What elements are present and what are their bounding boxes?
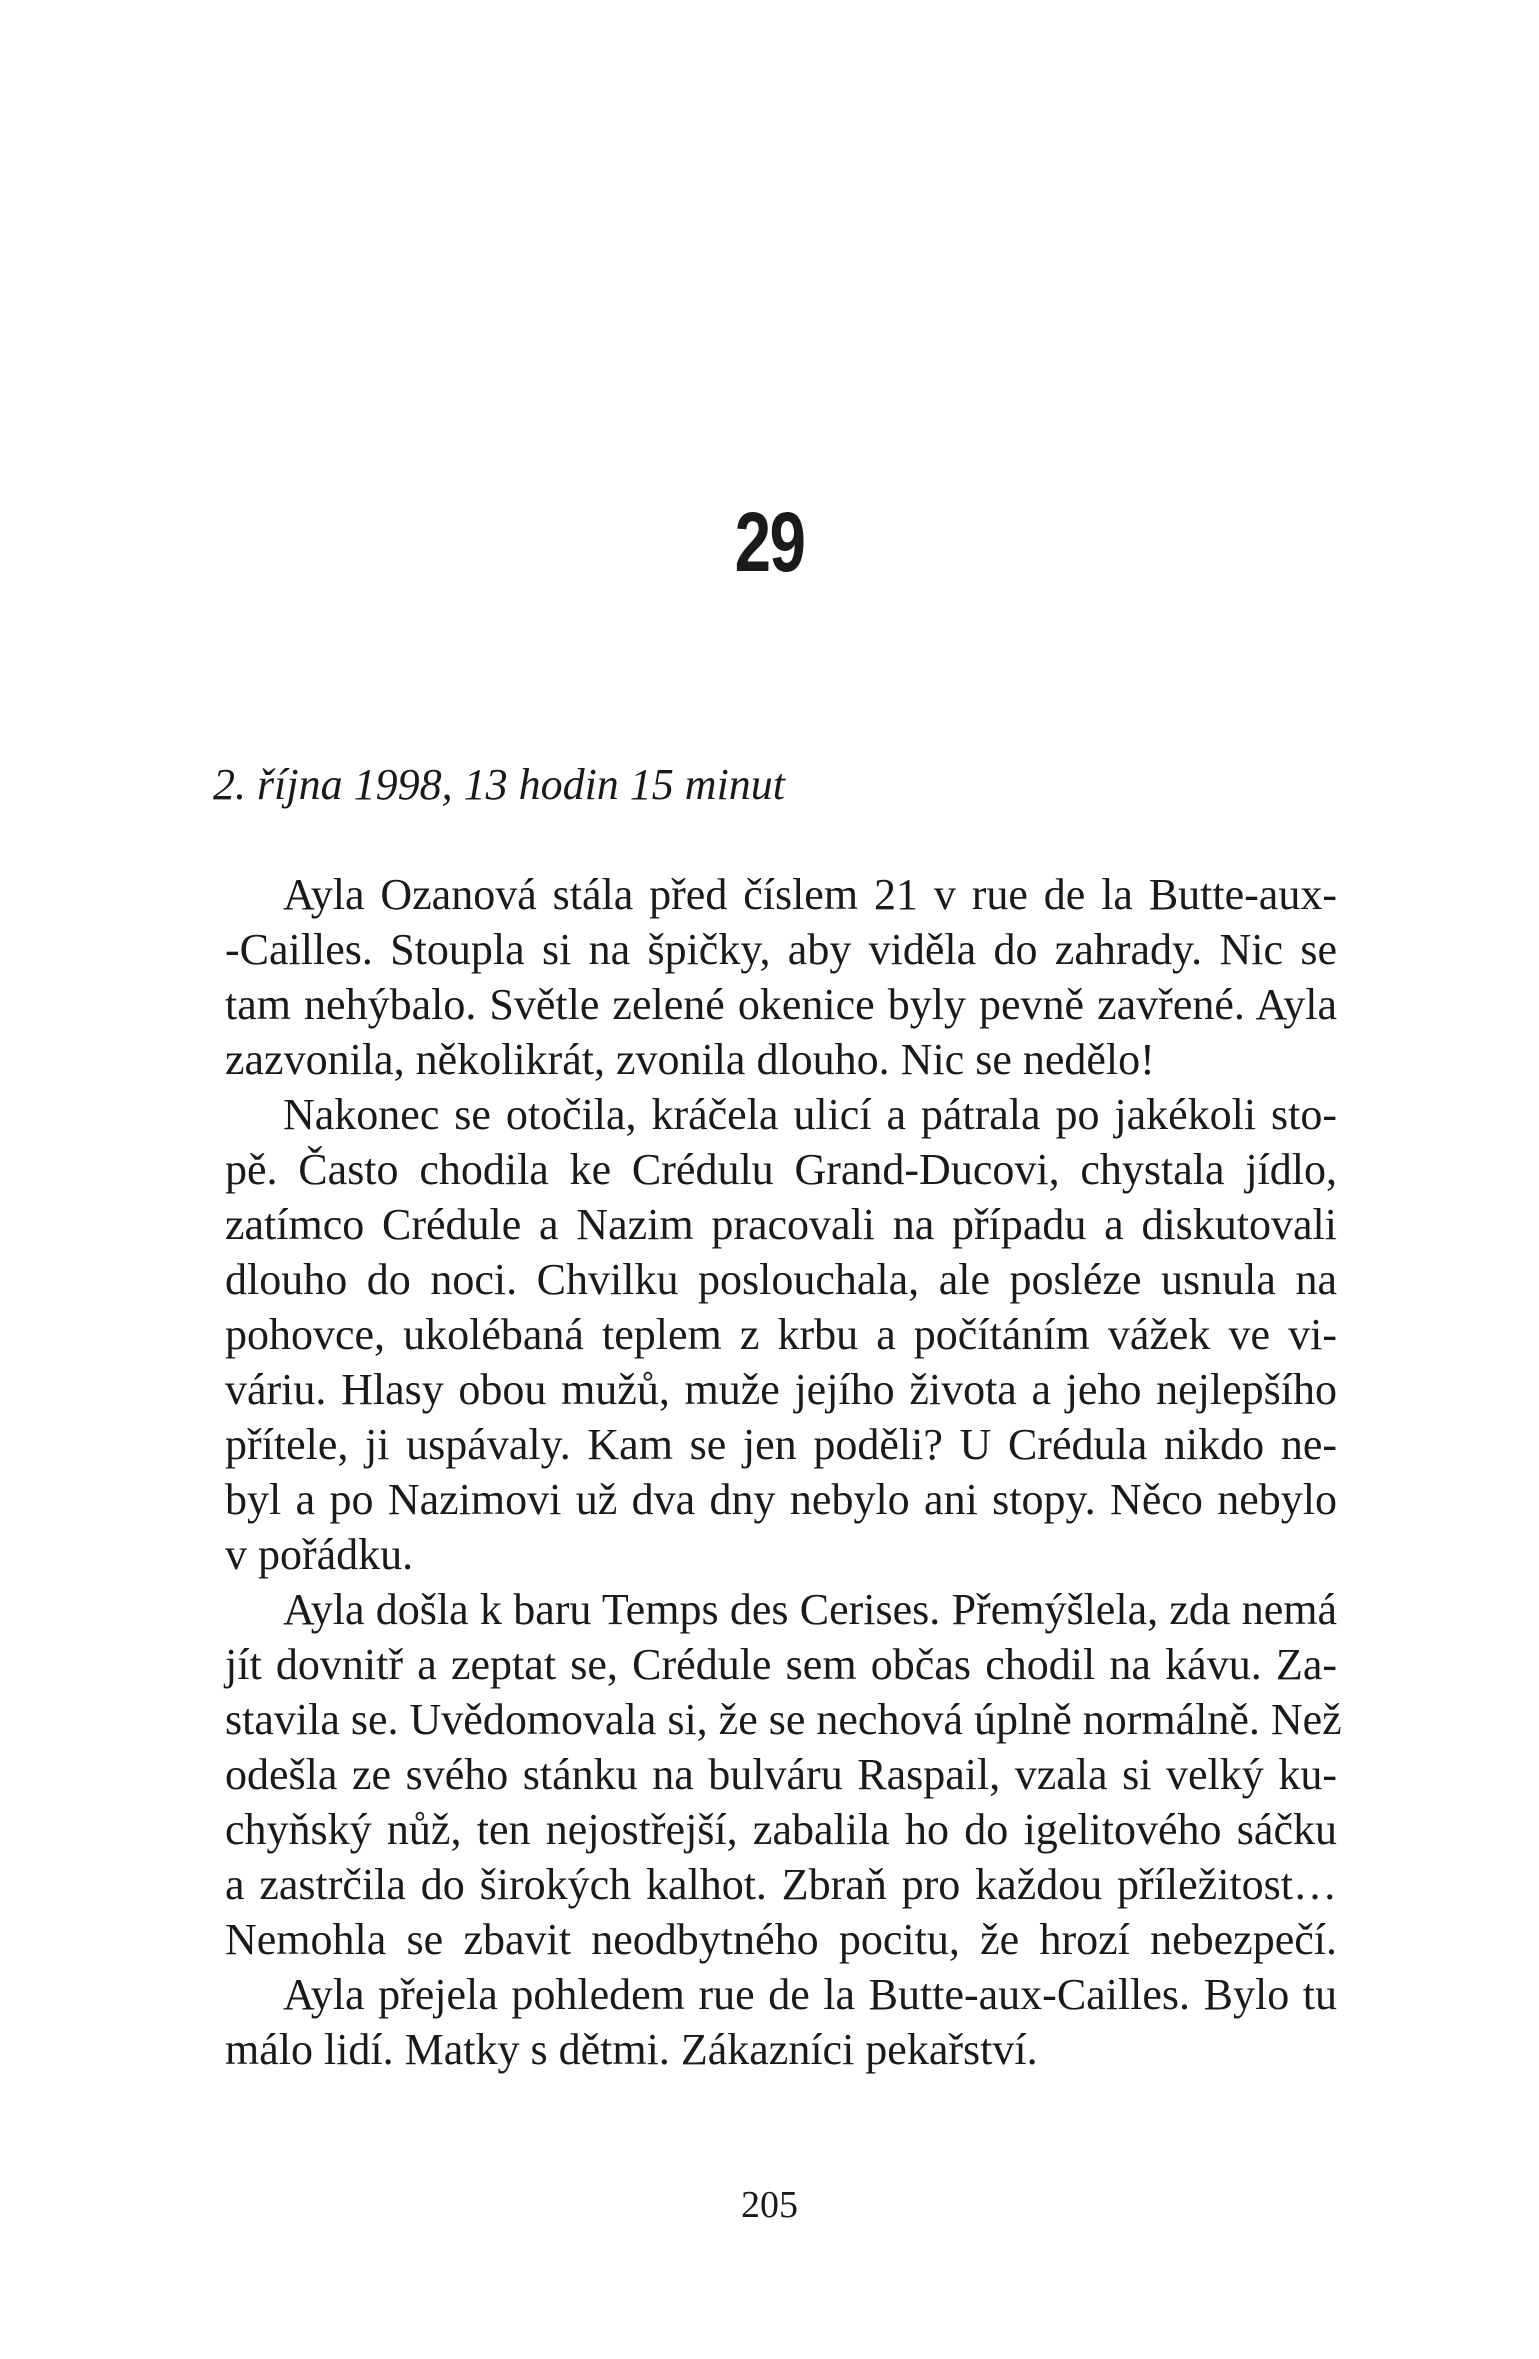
paragraph xyxy=(225,1967,1337,2077)
chapter-number: 29 xyxy=(734,495,805,589)
page-number: 205 xyxy=(741,2184,798,2226)
text-line: Ayla přejela pohledem rue de la Butte-aux-Cailles. Bylo tu xyxy=(283,1970,1337,2019)
text-line: tam nehýbalo. Světle zelené okenice byly pevně zavřené. Ayla xyxy=(225,980,1337,1029)
text-line: odešla ze svého stánku na bulváru Raspail, vzala si velký ku- xyxy=(225,1750,1337,1799)
text-line: Nemohla se zbavit neodbytného pocitu, že hrozí nebezpečí. xyxy=(225,1915,1337,1964)
text-line: Ayla došla k baru Temps des Cerises. Přemýšlela, zda nemá xyxy=(283,1585,1337,1634)
text-line: a zastrčila do širokých kalhot. Zbraň pro každou příležitost… xyxy=(225,1860,1337,1909)
text-line: pě. Často chodila ke Crédulu Grand-Ducovi, chystala jídlo, xyxy=(225,1145,1337,1194)
paragraph xyxy=(225,1582,1342,1967)
text-line: váriu. Hlasy obou mužů, muže jejího života a jeho nejlepšího xyxy=(225,1365,1337,1414)
text-line: Ayla Ozanová stála před číslem 21 v rue de la Butte-aux- xyxy=(283,870,1337,919)
text-line: byl a po Nazimovi už dva dny nebylo ani stopy. Něco nebylo xyxy=(225,1475,1337,1524)
text-line: -Cailles. Stoupla si na špičky, aby viděla do zahrady. Nic se xyxy=(225,925,1337,974)
paragraph xyxy=(225,867,1337,1087)
text-line: zatímco Crédule a Nazim pracovali na případu a diskutovali xyxy=(225,1200,1337,1249)
text-line: v pořádku. xyxy=(225,1530,414,1579)
text-line: pohovce, ukolébaná teplem z krbu a počítáním vážek ve vi- xyxy=(225,1310,1337,1359)
text-line: jít dovnitř a zeptat se, Crédule sem občas chodil na kávu. Za- xyxy=(225,1640,1337,1689)
body-text xyxy=(225,867,1342,2077)
text-line: stavila se. Uvědomovala si, že se nechová úplně normálně. Než xyxy=(225,1695,1342,1744)
text-line: dlouho do noci. Chvilku poslouchala, ale posléze usnula na xyxy=(225,1255,1337,1304)
text-line: málo lidí. Matky s dětmi. Zákazníci pekařství. xyxy=(225,2025,1038,2074)
paragraph xyxy=(225,1087,1337,1582)
text-line: chyňský nůž, ten nejostřejší, zabalila ho do igelitového sáčku xyxy=(225,1805,1337,1854)
text-line: přítele, ji uspávaly. Kam se jen poděli? U Crédula nikdo ne- xyxy=(225,1420,1337,1469)
text-line: zazvonila, několikrát, zvonila dlouho. Nic se nedělo! xyxy=(225,1035,1155,1084)
dateline: 2. října 1998, 13 hodin 15 minut xyxy=(213,760,786,809)
text-line: Nakonec se otočila, kráčela ulicí a pátrala po jakékoli sto- xyxy=(283,1090,1337,1139)
